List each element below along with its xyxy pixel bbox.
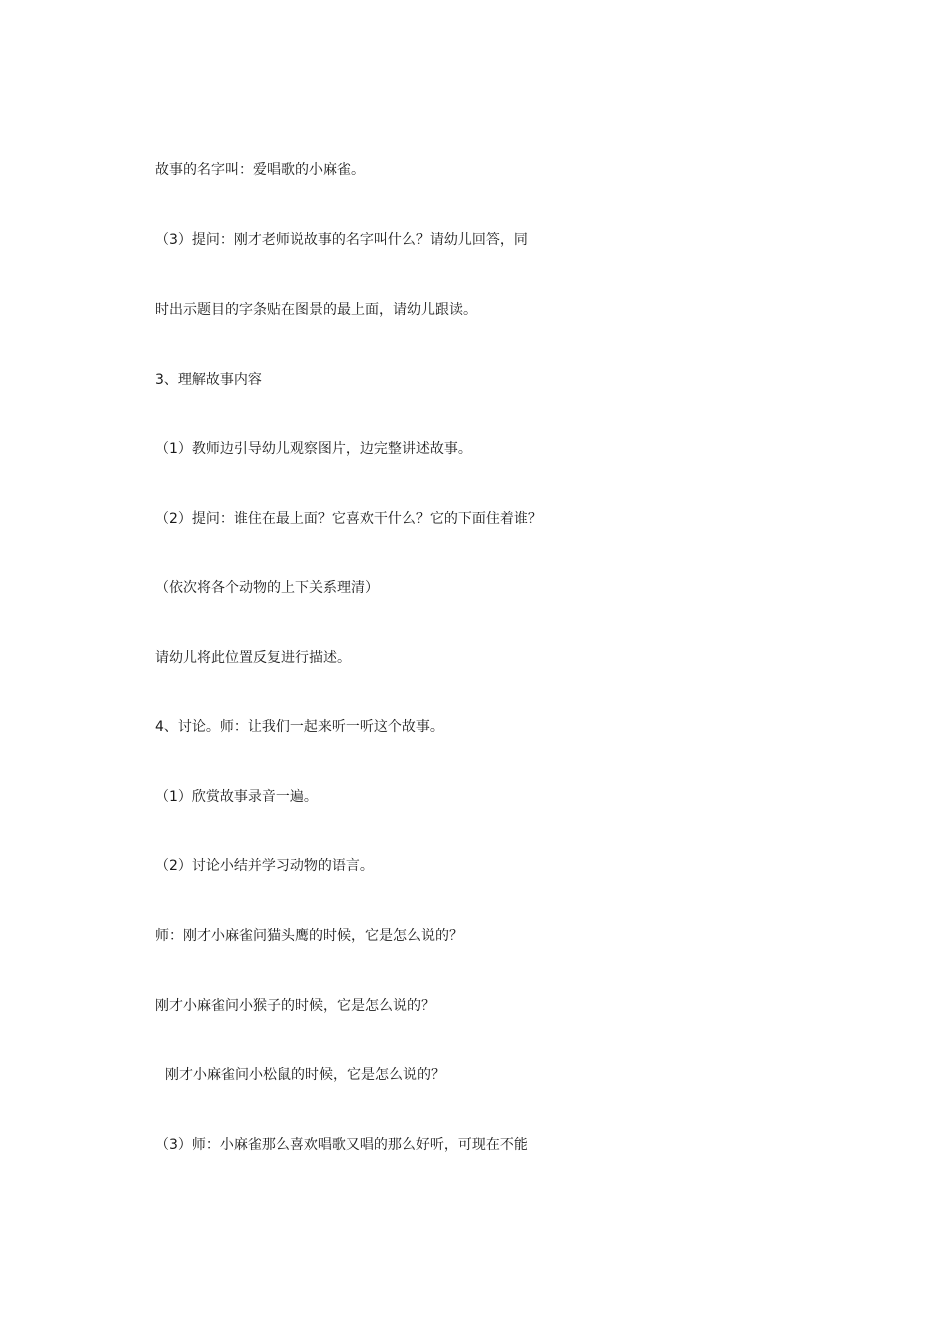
text-line-12: 师：刚才小麻雀问猫头鹰的时候，它是怎么说的？: [155, 928, 463, 944]
text-line-2: （3）提问：刚才老师说故事的名字叫什么？请幼儿回答，同: [155, 232, 528, 248]
text-line-13: 刚才小麻雀问小猴子的时候，它是怎么说的？: [155, 998, 435, 1014]
text-line-15: （3）师：小麻雀那么喜欢唱歌又唱的那么好听，可现在不能: [155, 1137, 528, 1153]
text-line-5: （1）教师边引导幼儿观察图片，边完整讲述故事。: [155, 441, 472, 457]
text-line-14: 刚才小麻雀问小松鼠的时候，它是怎么说的？: [165, 1067, 445, 1083]
text-line-3: 时出示题目的字条贴在图景的最上面，请幼儿跟读。: [155, 302, 477, 318]
text-line-10: （1）欣赏故事录音一遍。: [155, 789, 318, 805]
section-heading-3: 3、理解故事内容: [155, 372, 262, 388]
text-line-8: 请幼儿将此位置反复进行描述。: [155, 650, 351, 666]
text-line-11: （2）讨论小结并学习动物的语言。: [155, 858, 374, 874]
text-line-1: 故事的名字叫：爱唱歌的小麻雀。: [155, 162, 365, 178]
section-heading-4: 4、讨论。师：让我们一起来听一听这个故事。: [155, 719, 444, 735]
text-line-7: （依次将各个动物的上下关系理清）: [155, 580, 379, 596]
text-line-6: （2）提问：谁住在最上面？它喜欢干什么？它的下面住着谁？: [155, 511, 542, 527]
